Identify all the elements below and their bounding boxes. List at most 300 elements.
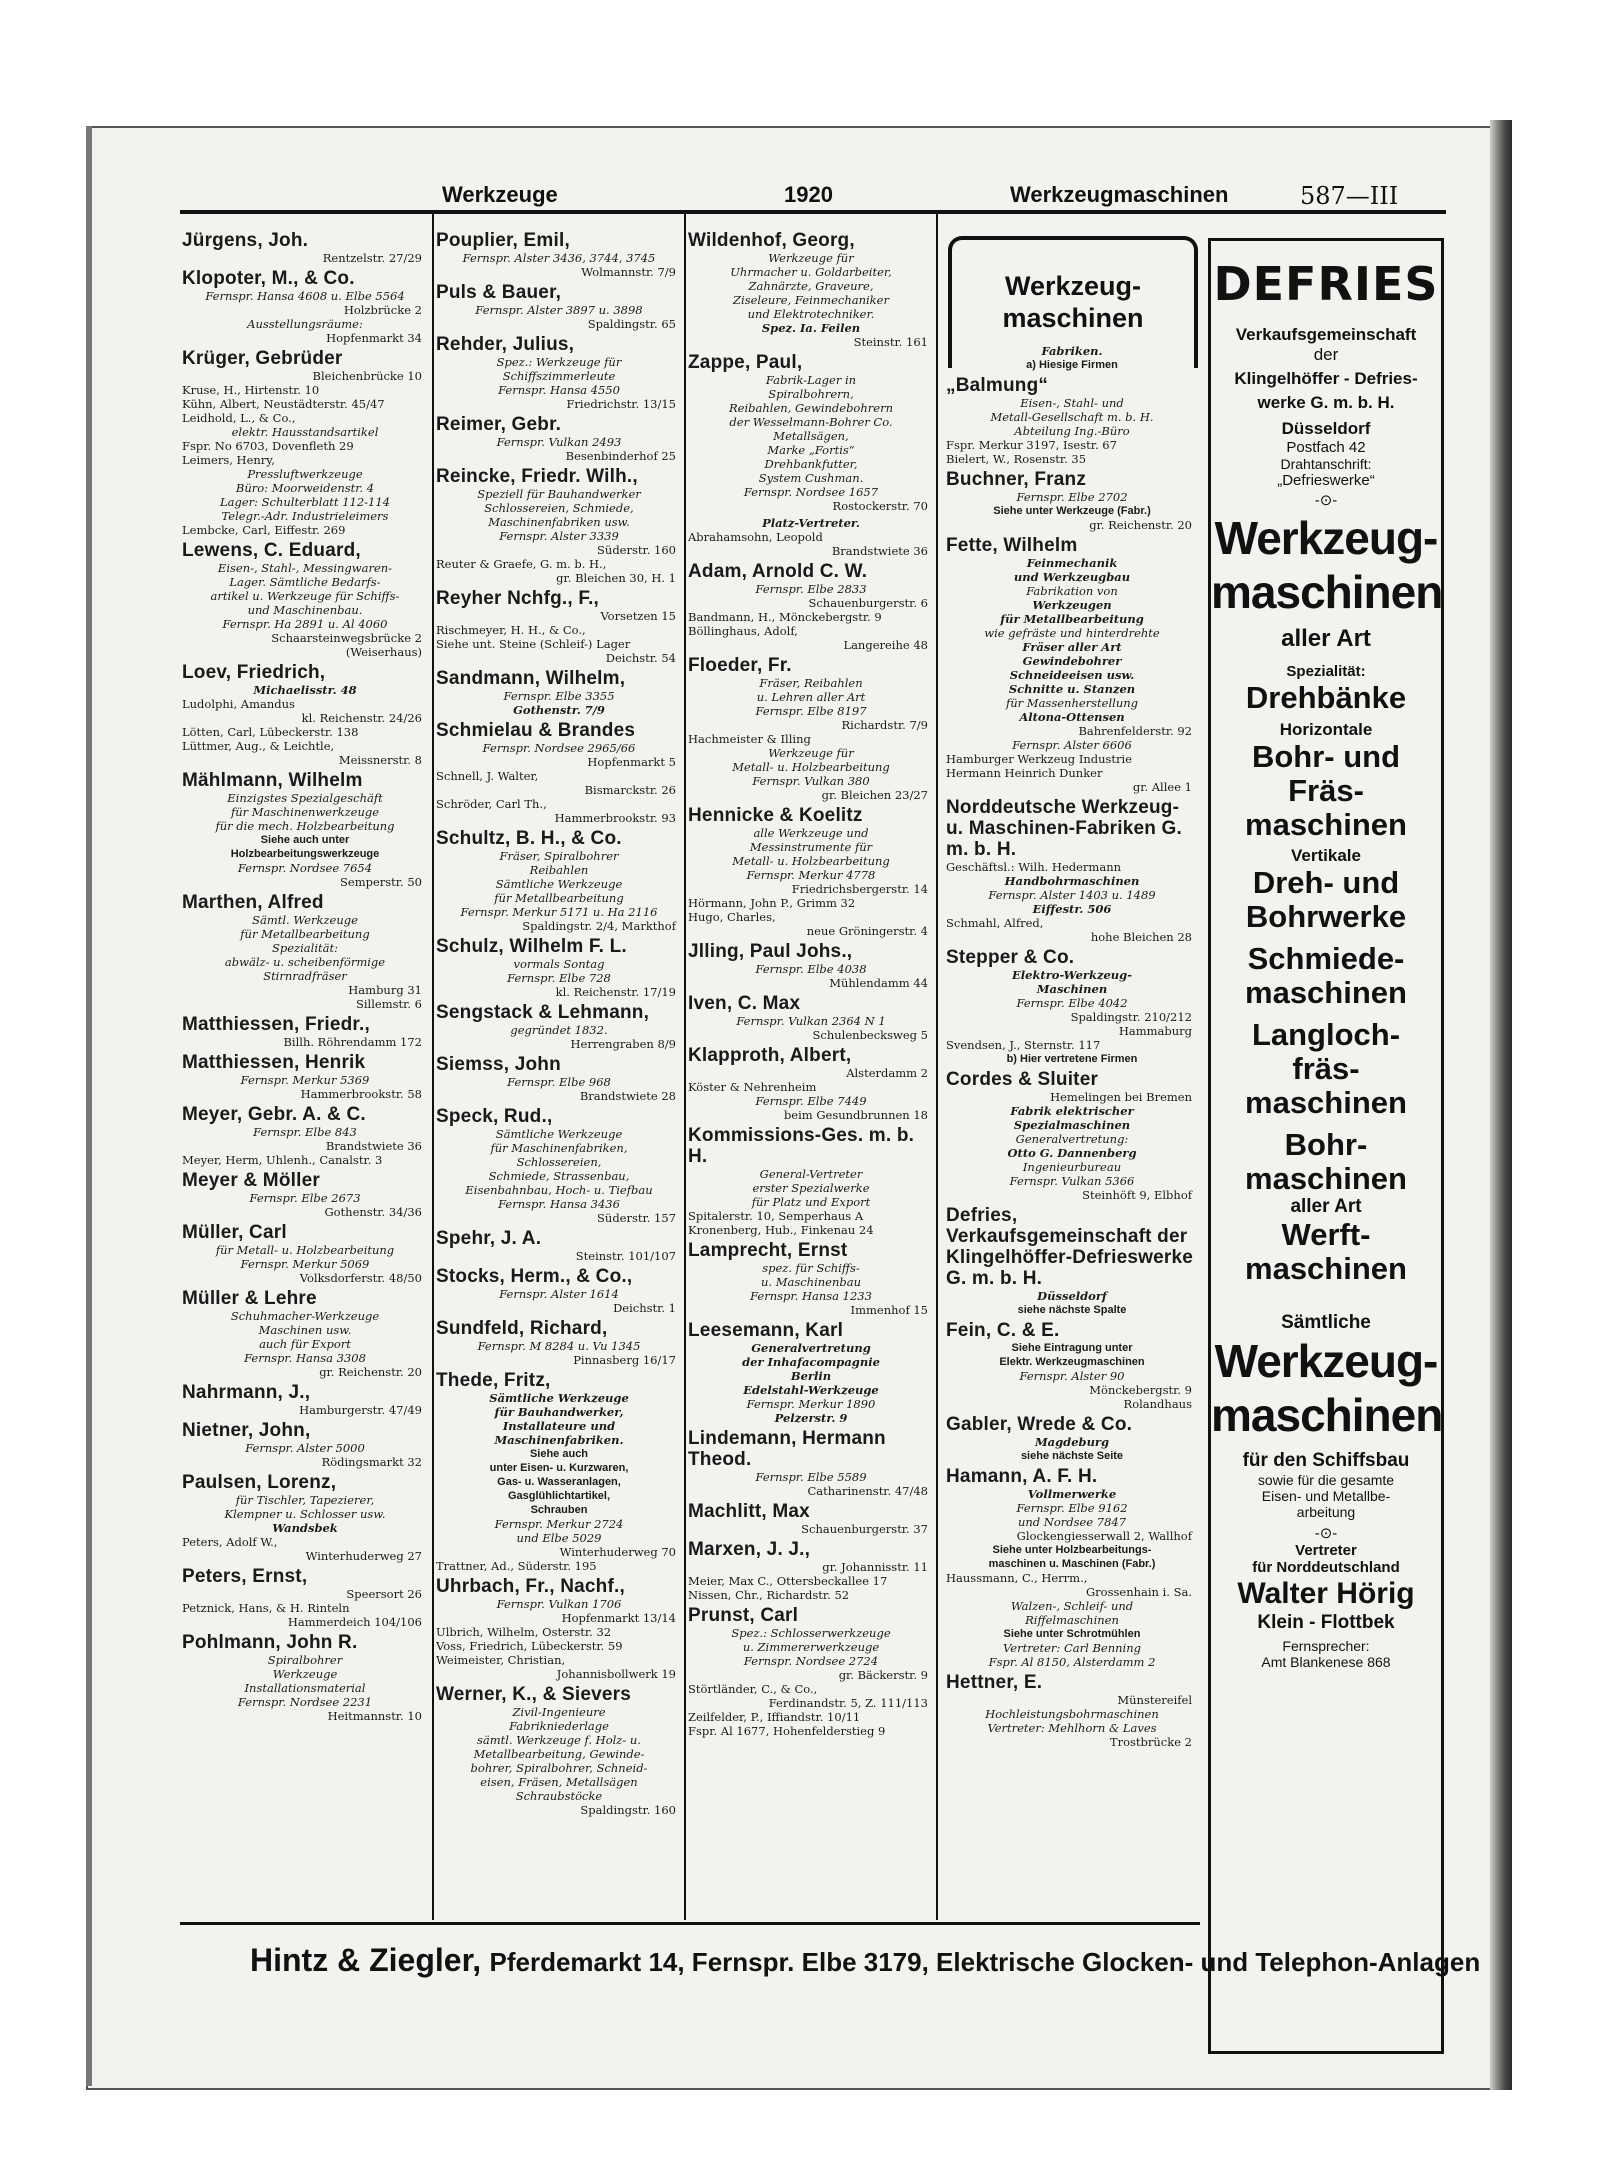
entry-line: Metall- u. Holzbearbeitung (732, 854, 890, 868)
entry-line: hohe Bleichen 28 (1090, 930, 1192, 944)
entry-line: Werkzeugen (1032, 598, 1112, 612)
entry-line: Semperstr. 50 (340, 875, 422, 889)
entry-line: Langereihe 48 (843, 638, 928, 652)
entry-line: Steinhöft 9, Elbhof (1082, 1188, 1192, 1202)
ad-maschinen-2: maschinen (1245, 975, 1407, 1010)
entry-line: Rostockerstr. 70 (832, 499, 928, 513)
directory-entry (182, 1632, 428, 1723)
entry-line: Fernspr. M 8284 u. Vu 1345 (477, 1339, 641, 1353)
entry-line: Kronenberg, Hub., Finkenau 24 (688, 1223, 874, 1237)
entry-line: Eiffestr. 506 (1032, 902, 1112, 916)
ad-postfach: Postfach 42 (1286, 439, 1366, 456)
header-year: 1920 (784, 182, 833, 207)
entry-line: Nissen, Chr., Richardstr. 52 (688, 1588, 850, 1602)
entry-line: Büro: Moorweidenstr. 4 (235, 481, 375, 495)
directory-entry (436, 1054, 682, 1103)
entry-line: gr. Reichenstr. 20 (319, 1365, 422, 1379)
entry-line: Brandstwiete 36 (325, 1139, 422, 1153)
entry-line: Siehe unt. Steine (Schleif-) Lager (436, 637, 631, 651)
entry-line: Fernspr. Hansa 3436 (498, 1197, 620, 1211)
entry-line: Bismarckstr. 26 (584, 783, 676, 797)
entry-line: für die mech. Holzbearbeitung (215, 819, 395, 833)
entry-line: Riffelmaschinen (1025, 1613, 1119, 1627)
entry-line: Schiffszimmerleute (502, 369, 616, 383)
directory-entry (182, 1014, 428, 1049)
entry-line: Hörmann, John P., Grimm 32 (688, 896, 856, 910)
ad-headline-2: maschinen (1211, 566, 1443, 618)
ad-fraes-2: fräs- (1292, 1051, 1360, 1086)
entry-line: alle Werkzeuge und (753, 826, 869, 840)
entry-line: Lötten, Carl, Lübeckerstr. 138 (182, 725, 359, 739)
entry-line: Friedrichstr. 13/15 (566, 397, 676, 411)
ad-fraes: Fräs- (1288, 773, 1364, 808)
entry-line: Deichstr. 54 (605, 651, 676, 665)
header-right: Werkzeugmaschinen (1010, 182, 1229, 207)
entry-name: Cordes & Sluiter (946, 1069, 1099, 1090)
ad-separator-2: -⊙- (1314, 1525, 1338, 1542)
entry-line: Meyer, Herm, Uhlenh., Canalstr. 3 (182, 1153, 383, 1167)
entry-line: Hamburg 31 (348, 983, 422, 997)
directory-entry (946, 947, 1198, 1066)
entry-line: Vorsetzen 15 (600, 609, 676, 623)
entry-line: Metall-Gesellschaft m. b. H. (990, 410, 1154, 424)
directory-entry (182, 1472, 428, 1563)
entry-line: für Maschinenfabriken, (490, 1141, 628, 1155)
entry-line: Weimeister, Christian, (436, 1653, 566, 1667)
entry-name: Marxen, J. J., (688, 1539, 811, 1560)
entry-line: Schaarsteinwegsbrücke 2 (271, 631, 422, 645)
entry-line: Richardstr. 7/9 (841, 718, 928, 732)
entry-line: Maschinenfabriken. (494, 1433, 624, 1447)
entry-line: für Tischler, Tapezierer, (235, 1493, 375, 1507)
directory-entry (436, 1228, 682, 1263)
entry-line: Fernspr. Nordsee 2965/66 (482, 741, 636, 755)
directory-entry (946, 1320, 1198, 1411)
entry-line: Elektr. Werkzeugmaschinen (999, 1356, 1145, 1368)
page-number: 587—III (1300, 182, 1399, 210)
entry-line: Reuter & Graefe, G. m. b. H., (436, 557, 607, 571)
entry-line: u. Lehren aller Art (756, 690, 866, 704)
entry-line: unter Eisen- u. Kurzwaren, (489, 1462, 629, 1474)
entry-line: Magdeburg (1034, 1435, 1110, 1449)
entry-line: für Metallbearbeitung (494, 891, 624, 905)
entry-line: Fabrik-Lager in (765, 373, 857, 387)
entry-line: Spiralbohrern, (768, 387, 854, 401)
page-binding-edge (86, 126, 92, 2086)
entry-line: Walzen-, Schleif- und (1010, 1599, 1134, 1613)
entry-line: artikel u. Werkzeuge für Schiffs- (210, 589, 400, 603)
entry-name: Thede, Fritz, (436, 1370, 551, 1391)
entry-name: Puls & Bauer, (436, 282, 562, 303)
entry-line: Maschinen (1036, 982, 1108, 996)
entry-line: Volksdorferstr. 48/50 (299, 1271, 422, 1285)
entry-line: Otto G. Dannenberg (1007, 1146, 1137, 1160)
directory-entry (182, 230, 428, 265)
entry-line: Vollmerwerke (1027, 1487, 1117, 1501)
entry-line: Feinmechanik (1026, 556, 1118, 570)
entry-line: Svendsen, J., Sternstr. 117 (946, 1038, 1101, 1052)
entry-line: Fernspr. Alster 1614 (499, 1287, 619, 1301)
entry-line: Siehe Eintragung unter (1011, 1342, 1133, 1354)
entry-name: Müller, Carl (182, 1222, 287, 1243)
entry-line: Steinstr. 161 (853, 335, 928, 349)
directory-entry (688, 352, 934, 513)
directory-entry (688, 1320, 934, 1425)
entry-line: gr. Bäckerstr. 9 (838, 1668, 928, 1682)
entry-line: Siehe unter Werkzeuge (Fabr.) (993, 505, 1151, 517)
directory-entry (182, 1288, 428, 1379)
directory-entry (688, 993, 934, 1042)
entry-line: Holzbearbeitungswerkzeuge (230, 848, 380, 860)
entry-line: Hopfenmarkt 5 (587, 755, 676, 769)
page-header (180, 182, 1450, 212)
directory-entry (436, 1370, 682, 1573)
entry-line: Süderstr. 157 (597, 1211, 676, 1225)
ad-sowie-1: sowie für die gesamte (1257, 1472, 1395, 1488)
entry-line: gr. Bleichen 23/27 (821, 788, 928, 802)
entry-line: Schuhmacher-Werkzeuge (230, 1309, 380, 1323)
entry-line: Brandstwiete 28 (579, 1089, 676, 1103)
entry-line: gr. Allee 1 (1132, 780, 1192, 794)
entry-line: Schmiede, Strassenbau, (488, 1169, 630, 1183)
entry-line: Bandmann, H., Mönckebergstr. 9 (688, 610, 882, 624)
ad-maschinen-5: maschinen (1245, 1251, 1407, 1286)
entry-name: Leesemann, Karl (688, 1320, 844, 1341)
entry-line: Fspr. Merkur 3197, Isestr. 67 (946, 438, 1117, 452)
entry-line: Bahrenfelderstr. 92 (1078, 724, 1192, 738)
entry-line: Lager. Sämtliche Bedarfs- (229, 575, 381, 589)
footer-text: Pferdemarkt 14, Fernspr. Elbe 3179, Elektrische Glocken- und Telephon-Anlagen (489, 1947, 1481, 1977)
entry-line: Deichstr. 1 (613, 1301, 676, 1315)
entry-line: Einzigstes Spezialgeschäft (227, 791, 383, 805)
entry-line: Gewindebohrer (1022, 654, 1122, 668)
entry-line: Uhrmacher u. Goldarbeiter, (730, 265, 892, 279)
entry-line: Fernspr. Alster 3897 u. 3898 (475, 303, 643, 317)
entry-line: Eisen-, Stahl- und (1020, 396, 1124, 410)
entry-line: Hopfenmarkt 13/14 (561, 1611, 676, 1625)
entry-line: Handbohrmaschinen (1004, 874, 1140, 888)
section-title: Werkzeug- maschinen (1002, 271, 1144, 333)
entry-line: Siehe auch (529, 1448, 589, 1460)
entry-line: Fernspr. Vulkan 5366 (1009, 1174, 1135, 1188)
entry-line: elektr. Hausstandsartikel (231, 425, 379, 439)
entry-name: Prunst, Carl (688, 1605, 799, 1626)
directory-entry (436, 1266, 682, 1315)
ad-bohr-und: Bohr- und (1251, 739, 1401, 774)
entry-name: Klapproth, Albert, (688, 1045, 852, 1066)
entry-line: Fabrikniederlage (509, 1719, 609, 1733)
ad-company-line-2: der (1313, 345, 1339, 364)
entry-line: Gothenstr. 7/9 (513, 703, 605, 717)
entry-name: Jlling, Paul Johs., (688, 941, 853, 962)
entry-line: Fernspr. Hansa 4608 u. Elbe 5564 (205, 289, 405, 303)
entry-name: Kommissions-Ges. m. b. H. (688, 1125, 915, 1167)
entry-line: Sämtliche Werkzeuge (489, 1391, 629, 1405)
entry-line: Fernspr. Alster 90 (1019, 1369, 1125, 1383)
entry-line: Sämtliche Werkzeuge (495, 1127, 623, 1141)
entry-line: Schrauben (530, 1504, 588, 1516)
entry-line: Friedrichsbergerstr. 14 (791, 882, 928, 896)
entry-line: Fabrik elektrischer (1010, 1104, 1134, 1118)
entry-line: Fräser, Reibahlen (759, 676, 863, 690)
entry-line: für Metall- u. Holzbearbeitung (215, 1243, 395, 1257)
entry-line: u. Maschinenbau (760, 1275, 862, 1289)
directory-entry (182, 1104, 428, 1167)
entry-line: Lüttmer, Aug., & Leichtle, (182, 739, 335, 753)
entry-line: Fernspr. Hansa 4550 (498, 383, 620, 397)
entry-line: Werkzeuge für (768, 746, 854, 760)
entry-line: Ziseleure, Feinmechaniker (733, 293, 889, 307)
directory-entry (688, 516, 934, 558)
entry-line: Spez.: Schlosserwerkzeuge (731, 1626, 891, 1640)
entry-name: Stocks, Herm., & Co., (436, 1266, 633, 1287)
entry-line: Vertreter: Carl Benning (1003, 1641, 1141, 1655)
entry-line: u. Zimmererwerkzeuge (742, 1640, 880, 1654)
column-1 (182, 230, 428, 1726)
entry-line: Wandsbek (272, 1521, 338, 1535)
entry-line: Fernspr. Alster 6606 (1012, 738, 1132, 752)
entry-line: Fernspr. Nordsee 2231 (237, 1695, 373, 1709)
entry-line: Ausstellungsräume: (247, 317, 363, 331)
entry-line: Steinstr. 101/107 (575, 1249, 676, 1263)
entry-line: Spiralbohrer (267, 1653, 343, 1667)
entry-line: Spezialität: (272, 941, 338, 955)
column-divider-2 (684, 214, 686, 1920)
entry-line: Fernspr. Alster 3339 (499, 529, 619, 543)
directory-entry (688, 805, 934, 938)
entry-line: und Elektrotechniker. (747, 307, 875, 321)
ad-saemtliche: Sämtliche (1281, 1312, 1371, 1333)
directory-entry (436, 1576, 682, 1681)
ad-vertreter: Vertreter (1295, 1542, 1357, 1559)
entry-name: Matthiessen, Friedr., (182, 1014, 370, 1035)
entry-line: Hachmeister & Illing (688, 732, 811, 746)
entry-line: Herrengraben 8/9 (570, 1037, 676, 1051)
entry-line: Störtländer, C., & Co., (688, 1682, 818, 1696)
entry-line: Schnell, J. Walter, (436, 769, 539, 783)
directory-entry (946, 1672, 1198, 1749)
entry-name: Hennicke & Koelitz (688, 805, 863, 826)
scan-margin-top (0, 0, 1600, 52)
entry-line: Schauenburgerstr. 37 (801, 1522, 928, 1536)
entry-name: Pouplier, Emil, (436, 230, 570, 251)
entry-line: Fernspr. Vulkan 1706 (496, 1597, 622, 1611)
entry-line: Fernspr. Elbe 728 (507, 971, 611, 985)
directory-entry (436, 1106, 682, 1225)
entry-line: Fräser aller Art (1022, 640, 1122, 654)
directory-entry (688, 1539, 934, 1602)
entry-name: Klopoter, M., & Co. (182, 268, 355, 289)
directory-entry (436, 828, 682, 933)
directory-entry (182, 892, 428, 1011)
entry-line: Fernspr. Hansa 1233 (750, 1289, 872, 1303)
entry-line: Altona-Ottensen (1019, 710, 1125, 724)
entry-line: Eisen-, Stahl-, Messingwaren- (217, 561, 393, 575)
entry-line: Klempner u. Schlosser usw. (224, 1507, 386, 1521)
entry-line: Meier, Max C., Ottersbeckallee 17 (688, 1574, 888, 1588)
entry-line: abwälz- u. scheibenförmige (224, 955, 386, 969)
entry-line: Fspr. Al 8150, Alsterdamm 2 (988, 1655, 1156, 1669)
entry-line: Hammerbrookstr. 58 (300, 1087, 422, 1101)
entry-name: Pohlmann, John R. (182, 1632, 358, 1653)
entry-line: Ludolphi, Amandus (182, 697, 295, 711)
entry-line: siehe nächste Seite (1020, 1450, 1124, 1462)
directory-entry (182, 1566, 428, 1629)
footer-company: Hintz & Ziegler, (250, 1942, 482, 1978)
entry-line: Speziell für Bauhandwerker (477, 487, 641, 501)
directory-entry (946, 469, 1198, 532)
entry-line: Rödingsmarkt 32 (321, 1455, 422, 1469)
entry-line: (Weiserhaus) (345, 645, 422, 659)
entry-name: Schulz, Wilhelm F. L. (436, 936, 627, 957)
entry-line: Rentzelstr. 27/29 (322, 251, 422, 265)
entry-line: Rolandhaus (1123, 1397, 1192, 1411)
ad-headline-1: Werkzeug- (1214, 512, 1438, 564)
entry-line: Meissnerstr. 8 (338, 753, 422, 767)
entry-line: Pressluftwerkzeuge (247, 467, 363, 481)
entry-line: Trostbrücke 2 (1109, 1735, 1192, 1749)
entry-line: Zeilfelder, P., Iffiandstr. 10/11 (688, 1710, 861, 1724)
entry-name: Nietner, John, (182, 1420, 311, 1441)
entry-line: Fernspr. Elbe 7449 (755, 1094, 867, 1108)
entry-line: Fernspr. Merkur 4778 (746, 868, 876, 882)
directory-entry (436, 334, 682, 411)
entry-line: für Bauhandwerker, (494, 1405, 624, 1419)
entry-line: gr. Johannisstr. 11 (822, 1560, 928, 1574)
directory-entry (946, 344, 1198, 372)
directory-entry (688, 1045, 934, 1122)
directory-entry (946, 535, 1198, 794)
ad-drehbaenke: Drehbänke (1245, 680, 1407, 715)
entry-line: Reibahlen (529, 863, 589, 877)
entry-line: Schauenburgerstr. 6 (808, 596, 928, 610)
ad-aller-art-2: aller Art (1290, 1196, 1362, 1217)
entry-line: Petznick, Hans, & H. Rinteln (182, 1601, 350, 1615)
entry-line: Billh. Röhrendamm 172 (283, 1035, 422, 1049)
entry-line: Werkzeuge für (768, 251, 854, 265)
entry-line: Pelzerstr. 9 (774, 1411, 848, 1425)
ad-headline-3: Werkzeug- (1214, 1335, 1438, 1387)
directory-entry (182, 1420, 428, 1469)
entry-line: für Metallbearbeitung (1000, 612, 1144, 626)
entry-line: erster Spezialwerke (752, 1181, 870, 1195)
entry-line: Fernspr. Elbe 9162 (1016, 1501, 1128, 1515)
entry-line: Brandstwiete 36 (831, 544, 928, 558)
entry-line: Berlin (790, 1369, 832, 1383)
ad-city: Düsseldorf (1281, 419, 1371, 438)
entry-line: Zivil-Ingenieure (512, 1705, 606, 1719)
entry-line: Metall- u. Holzbearbeitung (732, 760, 890, 774)
directory-entry (688, 1501, 934, 1536)
column-3 (688, 230, 934, 1741)
entry-line: a) Hiesige Firmen (1026, 359, 1118, 371)
entry-line: Spaldingstr. 160 (580, 1803, 676, 1817)
entry-name: Meyer, Gebr. A. & C. (182, 1104, 366, 1125)
entry-line: Stirnradfräser (263, 969, 347, 983)
entry-line: Süderstr. 160 (597, 543, 676, 557)
entry-line: Fspr. No 6703, Dovenfleth 29 (182, 439, 354, 453)
entry-line: Hochleistungsbohrmaschinen (985, 1707, 1159, 1721)
entry-line: Gas- u. Wasseranlagen, (497, 1476, 621, 1488)
ad-logo: DEFRIES (1213, 257, 1439, 311)
entry-name: Sundfeld, Richard, (436, 1318, 608, 1339)
entry-name: Loev, Friedrich, (182, 662, 326, 683)
directory-entry (946, 1069, 1198, 1202)
scan-margin-right (1540, 52, 1600, 2177)
entry-line: Fspr. Al 1677, Hohenfelderstieg 9 (688, 1724, 886, 1738)
entry-name: Uhrbach, Fr., Nachf., (436, 1576, 625, 1597)
entry-line: siehe nächste Spalte (1017, 1304, 1127, 1316)
entry-line: Hamburgerstr. 47/49 (299, 1403, 422, 1417)
entry-line: Fernspr. Elbe 8197 (755, 704, 867, 718)
entry-line: Sämtl. Werkzeuge (252, 913, 358, 927)
ad-separator: -⊙- (1314, 492, 1338, 509)
entry-line: Bleichenbrücke 10 (312, 369, 422, 383)
column-divider-1 (432, 214, 434, 1920)
entry-name: Schmielau & Brandes (436, 720, 636, 741)
entry-line: General-Vertreter (759, 1167, 863, 1181)
entry-name: Peters, Ernst, (182, 1566, 308, 1587)
entry-line: gr. Bleichen 30, H. 1 (556, 571, 676, 585)
directory-entry (436, 466, 682, 585)
entry-name: Defries, Verkaufsgemeinschaft der Klingelhöffer-Defrieswerke G. m. b. H. (946, 1205, 1193, 1289)
entry-line: Kühn, Albert, Neustädterstr. 45/47 (182, 397, 385, 411)
entry-line: Lembcke, Carl, Eiffestr. 269 (182, 523, 346, 537)
entry-line: Mühlendamm 44 (829, 976, 928, 990)
entry-line: kl. Reichenstr. 24/26 (301, 711, 422, 725)
entry-line: Fräser, Spiralbohrer (499, 849, 619, 863)
entry-line: Telegr.-Adr. Industrieleimers (221, 509, 389, 523)
entry-line: Werkzeuge (272, 1667, 338, 1681)
ad-maschinen-3: maschinen (1245, 1085, 1407, 1120)
header-left: Werkzeuge (442, 182, 558, 207)
entry-name: Iven, C. Max (688, 993, 801, 1014)
entry-line: Leidhold, L., & Co., (182, 411, 296, 425)
entry-name: Machlitt, Max (688, 1501, 810, 1522)
entry-line: Fernspr. Merkur 5171 u. Ha 2116 (460, 905, 658, 919)
entry-line: Hemelingen bei Bremen (1050, 1090, 1192, 1104)
ad-company-line-1: Verkaufsgemeinschaft (1235, 325, 1417, 344)
ad-hoerig: Walter Hörig (1237, 1577, 1415, 1610)
ad-telegram: „Defrieswerke“ (1277, 472, 1375, 489)
entry-line: Hermann Heinrich Dunker (946, 766, 1103, 780)
entry-line: neue Gröningerstr. 4 (806, 924, 928, 938)
entry-name: Hamann, A. F. H. (946, 1466, 1098, 1487)
directory-entry (688, 1240, 934, 1317)
entry-name: Speck, Rud., (436, 1106, 553, 1127)
entry-line: Fernspr. Elbe 968 (507, 1075, 611, 1089)
entry-line: Marke „Fortis“ (767, 443, 855, 457)
entry-line: Wolmannstr. 7/9 (581, 265, 676, 279)
entry-line: gr. Reichenstr. 20 (1089, 518, 1192, 532)
entry-line: Installateure und (502, 1419, 616, 1433)
entry-line: Siehe auch unter (260, 834, 350, 846)
directory-entry (182, 770, 428, 889)
ad-headline-4: maschinen (1211, 1389, 1443, 1441)
entry-line: Hamburger Werkzeug Industrie (946, 752, 1133, 766)
entry-name: Zappe, Paul, (688, 352, 803, 373)
directory-entry (436, 936, 682, 999)
entry-line: Leimers, Henry, (182, 453, 275, 467)
entry-line: für Metallbearbeitung (240, 927, 370, 941)
entry-line: Fernspr. Elbe 843 (253, 1125, 357, 1139)
entry-line: Ferdinandstr. 5, Z. 111/113 (768, 1696, 928, 1710)
entry-line: Fernspr. Nordsee 7654 (237, 861, 373, 875)
entry-line: Hammerdeich 104/106 (287, 1615, 422, 1629)
entry-name: Matthiessen, Henrik (182, 1052, 366, 1073)
entry-line: Gasglühlichtartikel, (507, 1490, 611, 1502)
directory-entry (688, 1125, 934, 1237)
